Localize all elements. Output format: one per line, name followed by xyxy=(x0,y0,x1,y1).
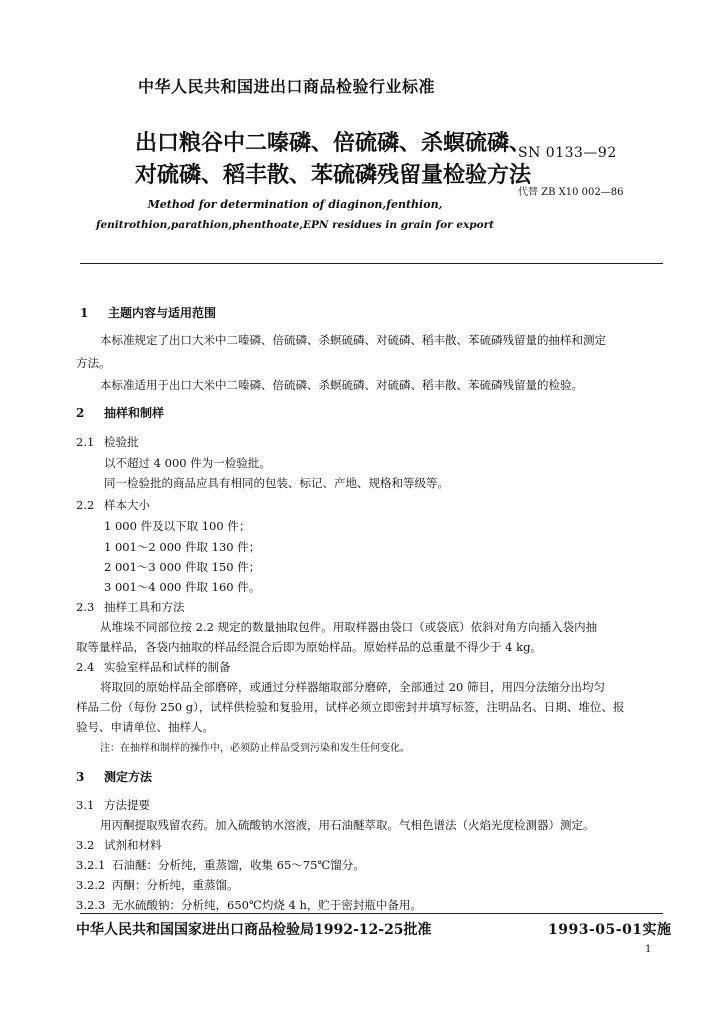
section-title: 测定方法 xyxy=(104,770,153,784)
paragraph-line: 本标准适用于出口大米中二嗪磷、倍硫磷、杀螟硫磷、对硫磷、稻丰散、苯硫磷残留量的检验。 xyxy=(100,378,583,392)
paragraph-line: 以不超过 4 000 件为一检验批。 xyxy=(104,456,271,470)
standard-organization: 中华人民共和国进出口商品检验行业标准 xyxy=(138,77,436,96)
paragraph-line: 用丙酮提取残留农药。加入硫酸钠水溶液，用石油醚萃取。气相色谱法（火焰光度检测器）测定。 xyxy=(100,818,595,832)
paragraph-line: 本标准规定了出口大米中二嗪磷、倍硫磷、杀螟硫磷、对硫磷、稻丰散、苯硫磷残留量的抽样和测定 xyxy=(100,333,606,347)
subsection-2-1-heading xyxy=(76,435,139,449)
list-item: 1 001～2 000 件取 130 件； xyxy=(104,540,261,554)
list-item: 1 000 件及以下取 100 件； xyxy=(104,519,251,533)
item-text: 丙酮：分析纯，重蒸馏。 xyxy=(112,878,239,892)
subsection-2-2-heading xyxy=(76,498,150,512)
subsection-2-3-heading xyxy=(76,600,185,614)
subsection-3-1-heading xyxy=(76,798,150,812)
footer-divider xyxy=(80,913,663,914)
paragraph-line: 方法。 xyxy=(76,356,111,370)
subsection-title: 检验批 xyxy=(104,435,139,449)
standard-code: SN 0133—92 xyxy=(518,145,617,161)
subsection-number: 2.1 xyxy=(76,435,95,449)
subsection-2-4-heading xyxy=(76,660,231,674)
item-3-2-2 xyxy=(76,878,239,892)
subsection-number: 3.1 xyxy=(76,798,95,812)
section-2-heading xyxy=(76,406,164,420)
title-line-2: 对硫磷、稻丰散、苯硫磷残留量检验方法 xyxy=(135,162,532,188)
paragraph-line: 取等量样品，各袋内抽取的样品经混合后即为原始样品。原始样品的总重量不得少于 4 kg。 xyxy=(76,640,542,654)
paragraph-line: 同一检验批的商品应具有相同的包装、标记、产地、规格和等级等。 xyxy=(104,476,449,490)
subsection-title: 抽样工具和方法 xyxy=(104,600,185,614)
item-number: 3.2.2 xyxy=(76,878,106,892)
header-divider xyxy=(80,263,663,264)
page-number: 1 xyxy=(645,944,652,955)
section-number: 1 xyxy=(80,306,89,320)
subsection-title: 方法提要 xyxy=(104,798,150,812)
paragraph-line: 样品二份（每份 250 g），试样供检验和复验用，试样必须立即密封并填写标签，注明品名、日期、堆位、报 xyxy=(76,700,625,714)
list-item: 3 001～4 000 件取 160 件。 xyxy=(104,580,261,594)
list-item: 2 001～3 000 件取 150 件； xyxy=(104,560,261,574)
section-title: 抽样和制样 xyxy=(104,406,165,420)
paragraph-line: 从堆垛不同部位按 2.2 规定的数量抽取包件。用取样器由袋口（或袋底）依斜对角方向插入袋内抽 xyxy=(100,620,598,634)
subsection-number: 3.2 xyxy=(76,838,95,852)
item-text: 石油醚：分析纯，重蒸馏，收集 65～75℃馏分。 xyxy=(112,858,365,872)
subsection-number: 2.2 xyxy=(76,498,95,512)
approval-issuer: 中华人民共和国国家进出口商品检验局1992-12-25批准 xyxy=(76,922,432,938)
item-number: 3.2.1 xyxy=(76,858,106,872)
subsection-number: 2.3 xyxy=(76,600,95,614)
section-title: 主题内容与适用范围 xyxy=(108,306,217,320)
subsection-title: 试剂和材料 xyxy=(104,838,162,852)
item-3-2-1 xyxy=(76,858,365,872)
section-1-heading xyxy=(80,306,216,320)
english-title-line-2: fenitrothion,parathion,phenthoate,EPN residues in grain for export xyxy=(95,219,495,231)
section-number: 3 xyxy=(76,770,85,784)
note: 注：在抽样和制样的操作中，必须防止样品受到污染和发生任何变化。 xyxy=(100,743,410,754)
item-3-2-3 xyxy=(76,898,422,912)
english-title-line-1: Method for determination of diaginon,fenthion, xyxy=(147,198,443,211)
subsection-title: 实验室样品和试样的制备 xyxy=(104,660,231,674)
effective-date: 1993-05-01实施 xyxy=(548,922,672,938)
title-line-1: 出口粮谷中二嗪磷、倍硫磷、杀螟硫磷、 xyxy=(135,130,532,156)
subsection-number: 2.4 xyxy=(76,660,95,674)
item-number: 3.2.3 xyxy=(76,898,106,912)
section-number: 2 xyxy=(76,406,85,420)
section-3-heading xyxy=(76,770,152,784)
paragraph-line: 验号、申请单位、抽样人。 xyxy=(76,720,214,734)
replaces-standard: 代替 ZB X10 002—86 xyxy=(518,187,624,198)
paragraph-line: 将取回的原始样品全部磨碎，或通过分样器缩取部分磨碎，全部通过 20 筛目，用四分法缩分出均匀 xyxy=(100,680,605,694)
subsection-3-2-heading xyxy=(76,838,162,852)
subsection-title: 样本大小 xyxy=(104,498,150,512)
item-text: 无水硫酸钠：分析纯，650℃灼烧 4 h，贮于密封瓶中备用。 xyxy=(112,898,422,912)
